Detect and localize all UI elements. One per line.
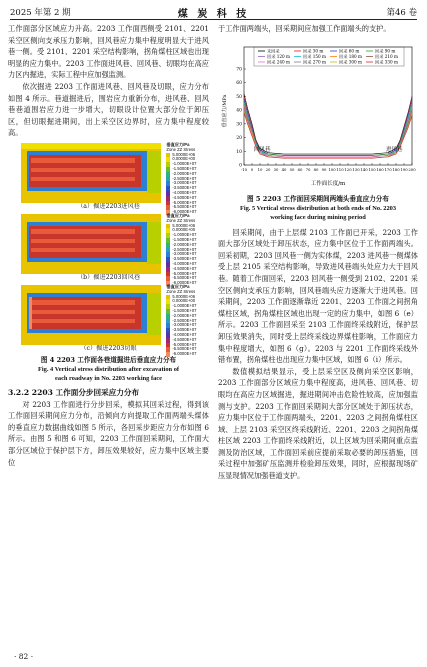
figure-5-caption-en-2: working face during mining period — [270, 213, 366, 221]
label-return-airway: 回风巷 — [254, 146, 271, 153]
figure-4 — [8, 143, 209, 383]
x-tick-label: 120 — [344, 166, 352, 172]
y-tick-label: 70 — [236, 67, 242, 73]
x-tick-label: 10 — [257, 166, 263, 172]
subcaption-a: （a）掘进2203进风巷 — [77, 202, 140, 210]
x-tick-label: 140 — [360, 166, 368, 172]
x-tick-label: 190 — [400, 166, 408, 172]
legend-label: 回采 330 m — [375, 59, 399, 65]
figure-5 — [218, 41, 418, 222]
label-intake-airway: 进风巷 — [386, 146, 403, 153]
x-tick-label: 40 — [281, 166, 287, 172]
page-number: · 82 · — [14, 652, 34, 661]
stress-line-chart — [218, 41, 418, 189]
figure-5-caption-cn: 图 5 2203 工作面回采期间两端头垂直应力分布 — [247, 194, 389, 203]
x-tick-label: 0 — [250, 166, 254, 172]
x-tick-label: 160 — [376, 166, 384, 172]
journal-title: 煤 炭 科 技 — [177, 9, 250, 20]
x-tick-label: 80 — [313, 166, 319, 172]
volume-label: 第46 卷 — [386, 8, 417, 18]
x-tick-label: 110 — [336, 166, 344, 172]
legend-label: 回采 300 m — [339, 59, 363, 65]
legend-label: 回采 180 m — [339, 53, 363, 59]
legend-label: 回采 240 m — [267, 59, 291, 65]
x-tick-label: 200 — [408, 166, 416, 172]
journal-header — [10, 4, 417, 18]
left-column — [8, 23, 209, 468]
y-tick-label: 20 — [236, 135, 242, 141]
x-tick-label: 70 — [305, 166, 311, 172]
section-heading-3-2-2: 3.2.2 2203 工作面分步回采应力分布 — [8, 387, 140, 397]
figure-4-caption-en-2: each roadway in No. 2203 working face — [55, 374, 162, 382]
y-tick-label: 40 — [236, 108, 242, 114]
left-para-3: 对 2203 工作面进行分步回采，模拟其回采过程，得到该工作面回采期间应力分布，沿倾向方向提取工作面两端头煤体的垂直应力数据曲线如图 5 所示，各回采步距应力分布如图 6 所示。由图 5 和图 6 可知，2203 工作面回采期间，工作面大部分区域位于保护层下方，卸压效果较好，应力集中区域主要位 — [8, 399, 209, 467]
legend-label: 回采 150 m — [303, 53, 327, 59]
chart-legend — [254, 47, 404, 66]
legend-label: 回采 30 m — [303, 48, 324, 54]
legend-label: 回采 60 m — [339, 48, 360, 54]
x-tick-label: 100 — [328, 166, 336, 172]
x-tick-label: 180 — [392, 166, 400, 172]
left-para-1: 工作面部分区域应力升高。2203 工作面西侧受 2101、2201 采空区侧向支承压力影响，回风巷应力集中程度明显大于进风巷一侧。受 2101、2201 采空结构影响，拐角煤柱区域也出现明显的应力集中。2203 工作面进风巷、回风巷、切眼均在高应力区内掘进，实际工程中应加强监测。 — [8, 24, 209, 80]
left-para-2: 依次掘进 2203 工作面进风巷、回风巷及切眼，应力分布如图 4 所示。巷道掘进后，围岩应力重新分布，进风巷、回风巷巷道围岩应力进一步增大，切眼设计位置大部分位于卸压区，但切眼掘进期间，出上采空区边界时，应力集中程度较高。 — [8, 81, 209, 138]
x-tick-label: 20 — [265, 166, 271, 172]
legend-label: 回采 210 m — [375, 53, 399, 59]
figure-4-caption-en-1: Fig. 4 Vertical stress distribution after excavation of — [37, 365, 180, 373]
legend-label: 回采 120 m — [267, 53, 291, 59]
series-line — [244, 93, 412, 153]
right-para-2: 回采期间，由于上层煤 2103 工作面已开采，2203 工作面大部分区域处于卸压状态，应力集中区位于工作面两端头。回采初期，2203 回风巷一侧为实体煤，2203 进风巷一侧煤体受上层 2105 采空结构影响，导致进风巷端头处应力大于回风巷。随着工作面回采，2203 回风巷一侧受到 2102、2201 采空区侧向支承压力影响，回风巷端头应力逐渐大于进风巷。回采期间，2203 工作面逐渐靠近 2201、2203 工作面之间拐角煤柱区域，拐角煤柱区域也出现一定的应力集中，如图 6（e）所示。2203 工作面回采至 2103 工作面终采线附近，保护层卸压效果消失，同时受上层终采线边界煤柱影响，工作面应力集中程度增大，如图 6（g）。2203 与 2201 工作面终采线外错布置，拐角煤柱也出现应力集中区域，如图 6（i）所示。 — [218, 227, 418, 365]
y-tick-label: 30 — [236, 121, 242, 127]
issue-label: 2025 年第 2 期 — [10, 8, 71, 18]
legend-label: 回采 90 m — [375, 48, 396, 54]
figure-5-caption-en-1: Fig. 5 Vertical stress distribution at both ends of No. 2203 — [239, 204, 397, 212]
y-tick-label: 10 — [236, 149, 242, 155]
stress-legend: 垂直应力/Pa Zone ZZ Stress 5.0000E+06 0.0000E+00 -1.0000E+07 -1.5000E+07 -2.0000E+07 -2.5000E+07 -3.0000E+07 -3.5000E+07 -4.0000E+07 -4.5000E+07 -5.0000E+07 -5.5000E+07 -6.0000E+07 — [166, 141, 197, 215]
y-tick-label: 50 — [236, 94, 242, 100]
header-rule — [10, 19, 417, 20]
x-axis-label: 工作面长度/m — [310, 180, 346, 187]
subcaption-b: （b）掘进2203回风巷 — [76, 273, 141, 281]
stress-legend: 垂直应力/Pa Zone ZZ Stress 5.0000E+06 0.0000E+00 -1.0000E+07 -1.5000E+07 -2.0000E+07 -2.5000E+07 -3.0000E+07 -3.5000E+07 -4.0000E+07 -4.5000E+07 -5.0000E+07 -5.5000E+07 -6.0000E+07 — [166, 212, 197, 286]
x-tick-label: 30 — [273, 166, 279, 172]
x-tick-label: 60 — [297, 166, 303, 172]
right-column — [218, 23, 418, 482]
y-axis-label: 垂直应力/MPa — [222, 94, 228, 128]
y-tick-label: 0 — [239, 163, 242, 169]
right-para-3: 数值模拟结果显示，受上层采空区及侧向采空区影响，2203 工作面部分区域应力集中程度高，进风巷、回风巷、切眼均在高应力区域掘进，掘进期间冲击危险性较高，应加强监测与支护。2203 工作面回采期间大部分区域处于卸压状态，应力集中区位于工作面两端头，2201、2203 之间拐角煤柱区域、上层 2103 采空区终采线附近、2201、2203 之间拐角煤柱区域 2203 工作面终采线附近，以上区域为回采期间重点监测及防治区域，工作面回采前应提前采取必要的卸压措施，回采过程中加强矿压监测并检验卸压效果，同时，应根据现场矿压显现情况加强巷道支护。 — [218, 366, 418, 481]
x-tick-label: 50 — [289, 166, 295, 172]
legend-label: 回采 270 m — [303, 59, 327, 65]
figure-4-caption-cn: 图 4 2203 工作面各巷道掘进后垂直应力分布 — [40, 355, 177, 364]
right-para-1: 于工作面两端头，回采期间应加强工作面端头的支护。 — [218, 24, 391, 33]
y-tick-label: 60 — [236, 80, 242, 86]
stress-legend: 垂直应力/Pa Zone ZZ Stress 5.0000E+06 0.0000E+00 -1.0000E+07 -1.5000E+07 -2.0000E+07 -2.5000E+07 -3.0000E+07 -3.5000E+07 -4.0000E+07 -4.5000E+07 -5.0000E+07 -5.5000E+07 -6.0000E+07 — [166, 283, 197, 357]
x-tick-label: 150 — [368, 166, 376, 172]
subcaption-c: （c）掘进2203切眼 — [80, 344, 137, 352]
x-tick-label: 170 — [384, 166, 392, 172]
x-tick-label: -10 — [240, 166, 248, 172]
x-tick-label: 130 — [352, 166, 360, 172]
legend-label: 未回采 — [267, 48, 280, 54]
x-tick-label: 90 — [321, 166, 327, 172]
